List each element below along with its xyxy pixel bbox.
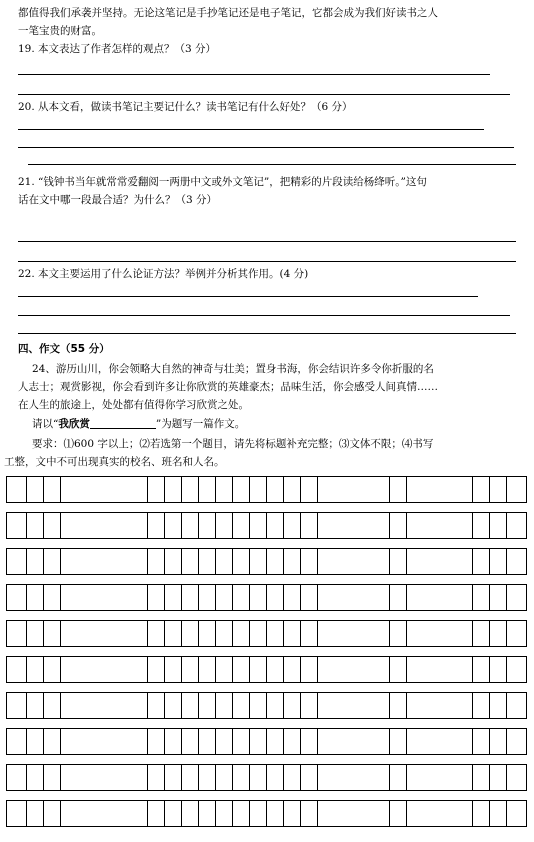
grid-column-divider xyxy=(489,549,490,574)
grid-column-divider xyxy=(215,585,216,610)
grid-column-divider xyxy=(472,585,473,610)
grid-column-divider xyxy=(406,693,407,718)
grid-column-divider xyxy=(181,765,182,790)
grid-row[interactable] xyxy=(6,764,527,791)
grid-column-divider xyxy=(249,549,250,574)
grid-column-divider xyxy=(164,549,165,574)
grid-column-divider xyxy=(489,765,490,790)
grid-column-divider xyxy=(232,621,233,646)
grid-column-divider xyxy=(300,549,301,574)
grid-column-divider xyxy=(43,729,44,754)
grid-column-divider xyxy=(506,729,507,754)
grid-column-divider xyxy=(43,549,44,574)
grid-column-divider xyxy=(232,657,233,682)
grid-column-divider xyxy=(389,729,390,754)
grid-column-divider xyxy=(317,765,318,790)
grid-column-divider xyxy=(232,801,233,826)
grid-column-divider xyxy=(506,621,507,646)
prompt-prefix: 请以“ xyxy=(32,418,59,430)
answer-line[interactable] xyxy=(18,261,516,262)
grid-column-divider xyxy=(489,621,490,646)
grid-column-divider xyxy=(43,585,44,610)
grid-column-divider xyxy=(472,801,473,826)
grid-column-divider xyxy=(181,657,182,682)
grid-column-divider xyxy=(181,513,182,538)
question-22: 22. 本文主要运用了什么论证方法？举例并分析其作用。(4 分) xyxy=(18,268,309,280)
grid-column-divider xyxy=(317,513,318,538)
grid-column-divider xyxy=(164,801,165,826)
grid-column-divider xyxy=(489,693,490,718)
grid-column-divider xyxy=(215,549,216,574)
grid-column-divider xyxy=(406,549,407,574)
grid-column-divider xyxy=(164,621,165,646)
grid-column-divider xyxy=(317,801,318,826)
grid-column-divider xyxy=(389,549,390,574)
grid-column-divider xyxy=(472,693,473,718)
grid-row[interactable] xyxy=(6,692,527,719)
grid-column-divider xyxy=(164,729,165,754)
grid-column-divider xyxy=(232,693,233,718)
grid-column-divider xyxy=(266,585,267,610)
grid-column-divider xyxy=(283,621,284,646)
answer-line[interactable] xyxy=(18,147,514,148)
grid-column-divider xyxy=(489,513,490,538)
answer-line[interactable] xyxy=(18,129,484,130)
grid-column-divider xyxy=(249,657,250,682)
grid-column-divider xyxy=(317,657,318,682)
grid-row[interactable] xyxy=(6,656,527,683)
grid-column-divider xyxy=(389,585,390,610)
passage-tail-line-1: 都值得我们承袭并坚持。无论这笔记是手抄笔记还是电子笔记，它都会成为我们好读书之人 xyxy=(18,7,438,19)
question-21-line-2: 话在文中哪一段最合适？为什么？（3 分） xyxy=(18,194,218,206)
grid-column-divider xyxy=(283,693,284,718)
grid-column-divider xyxy=(249,729,250,754)
grid-column-divider xyxy=(406,477,407,502)
grid-column-divider xyxy=(232,765,233,790)
grid-column-divider xyxy=(60,729,61,754)
grid-column-divider xyxy=(43,765,44,790)
grid-column-divider xyxy=(406,585,407,610)
grid-column-divider xyxy=(26,693,27,718)
grid-column-divider xyxy=(147,801,148,826)
grid-column-divider xyxy=(266,621,267,646)
grid-column-divider xyxy=(283,549,284,574)
grid-column-divider xyxy=(266,513,267,538)
grid-column-divider xyxy=(472,621,473,646)
grid-column-divider xyxy=(198,729,199,754)
grid-column-divider xyxy=(300,585,301,610)
grid-column-divider xyxy=(198,621,199,646)
grid-column-divider xyxy=(198,765,199,790)
grid-column-divider xyxy=(232,729,233,754)
grid-column-divider xyxy=(283,801,284,826)
grid-column-divider xyxy=(300,513,301,538)
grid-column-divider xyxy=(198,549,199,574)
grid-column-divider xyxy=(389,657,390,682)
grid-row[interactable] xyxy=(6,584,527,611)
composition-heading: 四、作文（55 分） xyxy=(18,343,110,355)
grid-column-divider xyxy=(300,765,301,790)
grid-row[interactable] xyxy=(6,800,527,827)
grid-row[interactable] xyxy=(6,548,527,575)
grid-column-divider xyxy=(389,513,390,538)
requirements-line-2: 工整，文中不可出现真实的校名、班名和人名。 xyxy=(4,456,225,468)
composition-paragraph-line-2: 人志士；观赏影视，你会看到许多让你欣赏的英雄豪杰；品味生活，你会感受人间真情…… xyxy=(18,381,438,393)
grid-column-divider xyxy=(147,549,148,574)
grid-column-divider xyxy=(215,801,216,826)
grid-column-divider xyxy=(60,657,61,682)
grid-column-divider xyxy=(181,801,182,826)
requirements-line-1: 要求：⑴600 字以上；⑵若选第一个题目，请先将标题补充完整；⑶文体不限；⑷书写 xyxy=(32,438,434,450)
grid-column-divider xyxy=(198,801,199,826)
grid-column-divider xyxy=(283,657,284,682)
grid-column-divider xyxy=(317,585,318,610)
grid-column-divider xyxy=(283,513,284,538)
grid-column-divider xyxy=(489,585,490,610)
grid-column-divider xyxy=(164,765,165,790)
grid-column-divider xyxy=(389,693,390,718)
grid-column-divider xyxy=(300,477,301,502)
answer-line[interactable] xyxy=(18,241,516,242)
grid-column-divider xyxy=(389,801,390,826)
grid-column-divider xyxy=(283,477,284,502)
grid-column-divider xyxy=(389,765,390,790)
grid-column-divider xyxy=(317,693,318,718)
grid-column-divider xyxy=(215,729,216,754)
answer-line[interactable] xyxy=(18,94,510,95)
grid-column-divider xyxy=(26,657,27,682)
grid-column-divider xyxy=(232,477,233,502)
grid-column-divider xyxy=(300,729,301,754)
grid-column-divider xyxy=(43,621,44,646)
grid-column-divider xyxy=(26,729,27,754)
grid-column-divider xyxy=(43,513,44,538)
grid-column-divider xyxy=(300,621,301,646)
grid-column-divider xyxy=(215,477,216,502)
passage-tail-line-2: 一笔宝贵的财富。 xyxy=(18,25,102,37)
grid-column-divider xyxy=(164,585,165,610)
grid-column-divider xyxy=(506,801,507,826)
grid-column-divider xyxy=(164,657,165,682)
grid-column-divider xyxy=(489,657,490,682)
grid-column-divider xyxy=(60,801,61,826)
grid-column-divider xyxy=(60,765,61,790)
grid-column-divider xyxy=(215,621,216,646)
grid-column-divider xyxy=(43,477,44,502)
grid-column-divider xyxy=(181,729,182,754)
grid-column-divider xyxy=(181,693,182,718)
grid-column-divider xyxy=(164,693,165,718)
grid-column-divider xyxy=(43,801,44,826)
grid-column-divider xyxy=(472,549,473,574)
grid-column-divider xyxy=(198,477,199,502)
grid-column-divider xyxy=(26,801,27,826)
grid-column-divider xyxy=(232,549,233,574)
grid-column-divider xyxy=(389,621,390,646)
grid-column-divider xyxy=(506,477,507,502)
grid-column-divider xyxy=(181,477,182,502)
grid-column-divider xyxy=(489,477,490,502)
grid-column-divider xyxy=(198,585,199,610)
grid-column-divider xyxy=(300,693,301,718)
grid-column-divider xyxy=(506,585,507,610)
grid-column-divider xyxy=(406,513,407,538)
grid-column-divider xyxy=(506,693,507,718)
grid-column-divider xyxy=(181,549,182,574)
grid-column-divider xyxy=(26,549,27,574)
question-21-line-1: 21. “钱钟书当年就常常爱翻阅一两册中文或外文笔记”，把精彩的片段读给杨绛听。”这句 xyxy=(18,176,427,188)
prompt-suffix: ”为题写一篇作文。 xyxy=(155,418,246,430)
grid-column-divider xyxy=(266,801,267,826)
grid-column-divider xyxy=(181,621,182,646)
grid-column-divider xyxy=(43,693,44,718)
grid-column-divider xyxy=(249,801,250,826)
grid-column-divider xyxy=(283,729,284,754)
grid-column-divider xyxy=(472,513,473,538)
grid-column-divider xyxy=(215,765,216,790)
grid-column-divider xyxy=(283,765,284,790)
grid-column-divider xyxy=(232,585,233,610)
grid-column-divider xyxy=(26,765,27,790)
grid-column-divider xyxy=(147,513,148,538)
grid-column-divider xyxy=(249,477,250,502)
answer-line[interactable] xyxy=(18,333,516,334)
grid-column-divider xyxy=(249,621,250,646)
grid-column-divider xyxy=(43,657,44,682)
grid-column-divider xyxy=(249,513,250,538)
grid-column-divider xyxy=(266,693,267,718)
grid-column-divider xyxy=(506,549,507,574)
grid-row[interactable] xyxy=(6,620,527,647)
composition-grid[interactable] xyxy=(6,473,527,839)
composition-prompt xyxy=(32,417,245,431)
grid-column-divider xyxy=(406,657,407,682)
grid-column-divider xyxy=(249,693,250,718)
grid-column-divider xyxy=(232,513,233,538)
grid-row[interactable] xyxy=(6,476,527,503)
grid-column-divider xyxy=(60,693,61,718)
grid-column-divider xyxy=(215,513,216,538)
grid-column-divider xyxy=(506,513,507,538)
question-20: 20. 从本文看，做读书笔记主要记什么？读书笔记有什么好处？（6 分） xyxy=(18,101,353,113)
answer-line[interactable] xyxy=(18,296,478,297)
grid-column-divider xyxy=(300,657,301,682)
answer-line[interactable] xyxy=(28,164,516,165)
grid-column-divider xyxy=(147,621,148,646)
grid-column-divider xyxy=(506,657,507,682)
grid-row[interactable] xyxy=(6,512,527,539)
grid-column-divider xyxy=(60,585,61,610)
grid-column-divider xyxy=(198,693,199,718)
grid-column-divider xyxy=(472,657,473,682)
prompt-title-bold: 我欣赏 xyxy=(58,418,90,430)
grid-column-divider xyxy=(406,765,407,790)
grid-column-divider xyxy=(506,765,507,790)
grid-column-divider xyxy=(283,585,284,610)
title-blank[interactable] xyxy=(90,417,156,429)
grid-column-divider xyxy=(472,477,473,502)
grid-column-divider xyxy=(266,477,267,502)
grid-column-divider xyxy=(406,729,407,754)
answer-line[interactable] xyxy=(18,315,510,316)
grid-column-divider xyxy=(26,621,27,646)
grid-column-divider xyxy=(472,765,473,790)
grid-column-divider xyxy=(406,801,407,826)
grid-column-divider xyxy=(147,729,148,754)
grid-column-divider xyxy=(317,621,318,646)
grid-column-divider xyxy=(489,729,490,754)
grid-column-divider xyxy=(317,549,318,574)
grid-column-divider xyxy=(60,621,61,646)
grid-column-divider xyxy=(215,693,216,718)
grid-column-divider xyxy=(266,657,267,682)
grid-column-divider xyxy=(164,477,165,502)
grid-column-divider xyxy=(489,801,490,826)
composition-paragraph-line-1: 24、游历山川，你会领略大自然的神奇与壮美；置身书海，你会结识许多令你折服的名 xyxy=(32,363,434,375)
grid-column-divider xyxy=(147,765,148,790)
grid-column-divider xyxy=(60,477,61,502)
grid-column-divider xyxy=(317,477,318,502)
grid-column-divider xyxy=(147,477,148,502)
grid-column-divider xyxy=(147,657,148,682)
grid-column-divider xyxy=(198,657,199,682)
grid-column-divider xyxy=(26,585,27,610)
grid-column-divider xyxy=(181,585,182,610)
question-19: 19. 本文表达了作者怎样的观点？（3 分） xyxy=(18,43,217,55)
grid-column-divider xyxy=(406,621,407,646)
grid-column-divider xyxy=(249,765,250,790)
grid-column-divider xyxy=(389,477,390,502)
answer-line[interactable] xyxy=(18,74,490,75)
grid-column-divider xyxy=(147,693,148,718)
grid-column-divider xyxy=(266,549,267,574)
grid-row[interactable] xyxy=(6,728,527,755)
grid-column-divider xyxy=(472,729,473,754)
grid-column-divider xyxy=(147,585,148,610)
grid-column-divider xyxy=(266,765,267,790)
grid-column-divider xyxy=(300,801,301,826)
grid-column-divider xyxy=(198,513,199,538)
grid-column-divider xyxy=(215,657,216,682)
grid-column-divider xyxy=(266,729,267,754)
grid-column-divider xyxy=(26,477,27,502)
grid-column-divider xyxy=(26,513,27,538)
grid-column-divider xyxy=(249,585,250,610)
grid-column-divider xyxy=(60,549,61,574)
grid-column-divider xyxy=(317,729,318,754)
grid-column-divider xyxy=(60,513,61,538)
grid-column-divider xyxy=(164,513,165,538)
composition-paragraph-line-3: 在人生的旅途上，处处都有值得你学习欣赏之处。 xyxy=(18,399,249,411)
